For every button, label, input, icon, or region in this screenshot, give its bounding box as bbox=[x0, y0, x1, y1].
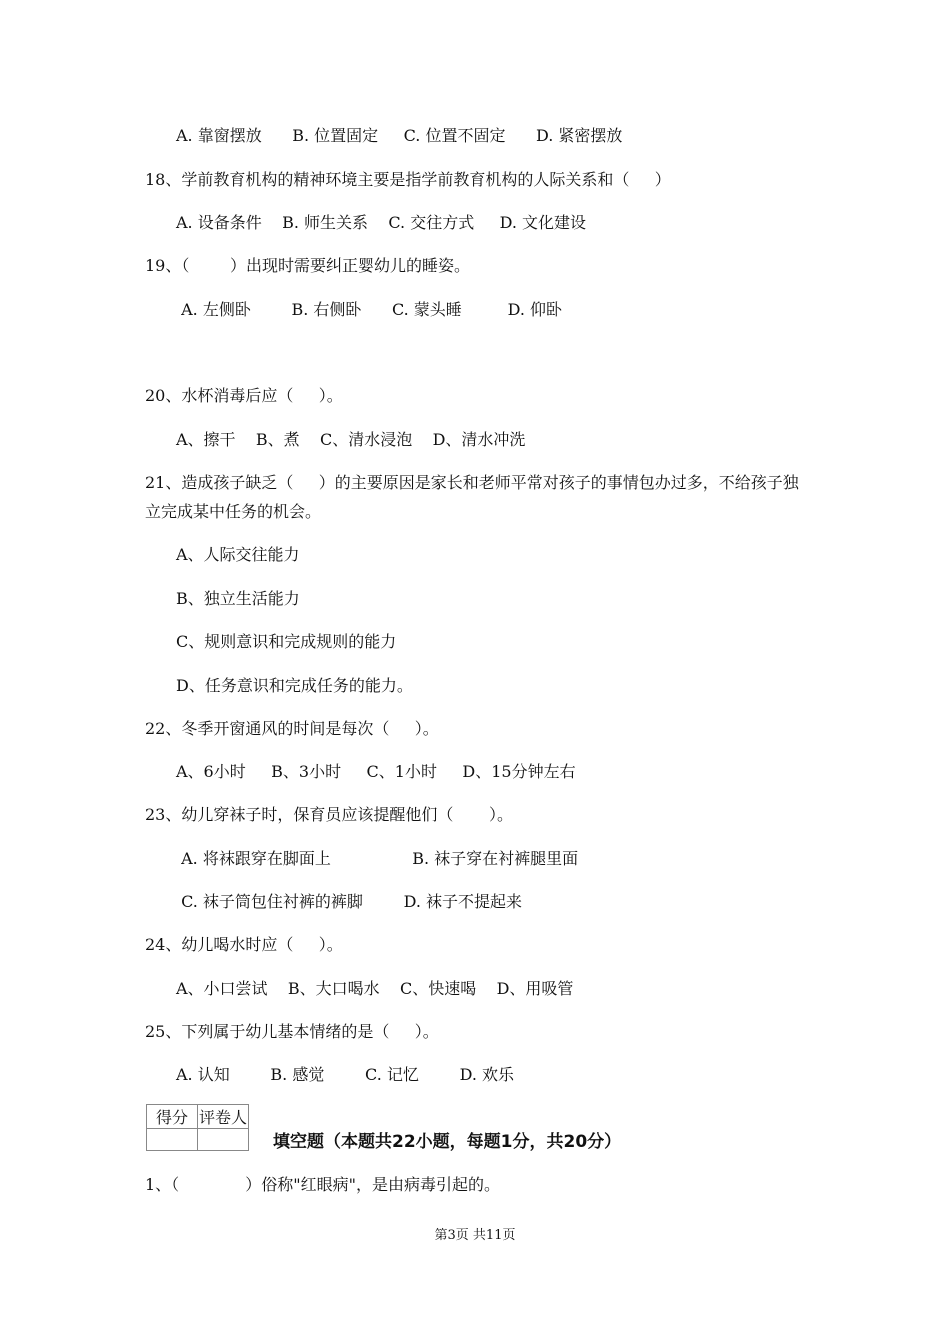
score-box bbox=[146, 1104, 249, 1151]
question-line: 18、学前教育机构的精神环境主要是指学前教育机构的人际关系和（ ） bbox=[145, 170, 671, 189]
question-line: 24、幼儿喝水时应（ ）。 bbox=[145, 935, 343, 954]
option-line: C. 袜子筒包住衬裤的裤脚 D. 袜子不提起来 bbox=[176, 892, 523, 911]
question-line: 22、冬季开窗通风的时间是每次（ ）。 bbox=[145, 719, 439, 738]
option-line: A. 靠窗摆放 B. 位置固定 C. 位置不固定 D. 紧密摆放 bbox=[176, 126, 623, 145]
option-line: A. 设备条件 B. 师生关系 C. 交往方式 D. 文化建设 bbox=[176, 213, 587, 232]
question-line: 1、（ ）俗称"红眼病"，是由病毒引起的。 bbox=[145, 1175, 501, 1194]
option-line: A、小口尝试 B、大口喝水 C、快速喝 D、用吸管 bbox=[176, 979, 574, 998]
option-line: A. 左侧卧 B. 右侧卧 C. 蒙头睡 D. 仰卧 bbox=[176, 300, 562, 319]
option-line: A. 认知 B. 感觉 C. 记忆 D. 欢乐 bbox=[176, 1065, 514, 1084]
option-line: A、擦干 B、煮 C、清水浸泡 D、清水冲洗 bbox=[176, 430, 526, 449]
question-line: 20、水杯消毒后应（ ）。 bbox=[145, 386, 343, 405]
question-line: 19、（ ）出现时需要纠正婴幼儿的睡姿。 bbox=[145, 256, 471, 275]
option-line: A、人际交往能力 bbox=[176, 545, 300, 564]
question-line: 立完成某中任务的机会。 bbox=[145, 502, 322, 521]
option-line: A、6小时 B、3小时 C、1小时 D、15分钟左右 bbox=[176, 762, 576, 781]
grader-cell bbox=[198, 1129, 249, 1151]
option-line: B、独立生活能力 bbox=[176, 589, 300, 608]
option-line: D、任务意识和完成任务的能力。 bbox=[176, 676, 413, 695]
question-line: 23、幼儿穿袜子时，保育员应该提醒他们（ ）。 bbox=[145, 805, 513, 824]
question-line: 21、造成孩子缺乏（ ）的主要原因是家长和老师平常对孩子的事情包办过多，不给孩子独 bbox=[145, 473, 799, 492]
grader-label: 评卷人 bbox=[198, 1105, 249, 1129]
option-line: C、规则意识和完成规则的能力 bbox=[176, 632, 397, 651]
option-line: A. 将袜跟穿在脚面上 B. 袜子穿在衬裤腿里面 bbox=[176, 849, 579, 868]
question-line: 25、下列属于幼儿基本情绪的是（ ）。 bbox=[145, 1022, 439, 1041]
score-label: 得分 bbox=[147, 1105, 198, 1129]
page-footer: 第3页 共11页 bbox=[434, 1228, 516, 1243]
score-cell bbox=[147, 1129, 198, 1151]
section-title: 填空题（本题共22小题，每题1分，共20分） bbox=[273, 1132, 622, 1152]
